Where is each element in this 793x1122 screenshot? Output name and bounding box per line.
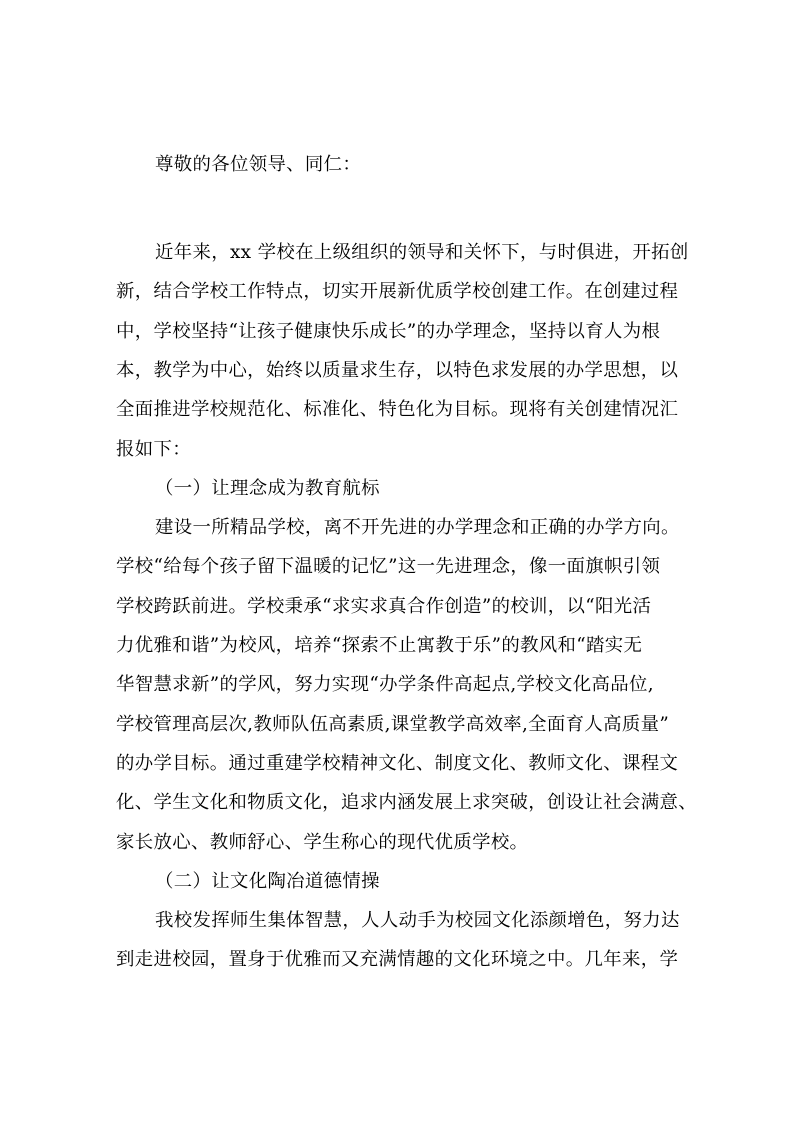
paragraph-line: 学校“给每个孩子留下温暖的记忆”这一先进理念，像一面旗帜引领 xyxy=(116,556,661,578)
paragraph-line: 到走进校园，置身于优雅而又充满情趣的文化环境之中。几年来，学 xyxy=(116,949,679,971)
paragraph-line: 家长放心、教师舒心、学生称心的现代优质学校。 xyxy=(116,831,529,853)
section-heading-2: （二）让文化陶冶道德情操 xyxy=(155,870,380,892)
paragraph-line: 建设一所精品学校，离不开先进的办学理念和正确的办学方向。 xyxy=(155,517,680,539)
section-heading-1: （一）让理念成为教育航标 xyxy=(155,477,380,499)
paragraph-line: 全面推进学校规范化、标准化、特色化为目标。现将有关创建情况汇 xyxy=(116,399,679,421)
paragraph-line: 华智慧求新”的学风，努力实现“办学条件高起点,学校文化高品位, xyxy=(116,674,654,696)
paragraph-line: 本，教学为中心，始终以质量求生存，以特色求发展的办学思想，以 xyxy=(116,359,679,381)
paragraph-line: 的办学目标。通过重建学校精神文化、制度文化、教师文化、课程文 xyxy=(116,752,679,774)
paragraph-line: 学校管理高层次,教师队伍高素质,课堂教学高效率,全面育人高质量” xyxy=(116,713,670,735)
paragraph-line: 中，学校坚持“让孩子健康快乐成长”的办学理念，坚持以育人为根 xyxy=(116,320,661,342)
paragraph-line: 新，结合学校工作特点，切实开展新优质学校创建工作。在创建过程 xyxy=(116,281,679,303)
paragraph-line: 力优雅和谐”为校风，培养“探索不止寓教于乐”的教风和“踏实无 xyxy=(116,635,643,656)
paragraph-line: 我校发挥师生集体智慧，人人动手为校园文化添颜增色，努力达 xyxy=(155,910,680,932)
paragraph-line: 学校跨跃前进。学校秉承“求实求真合作创造”的校训，以“阳光活 xyxy=(116,595,652,617)
paragraph-line: 化、学生文化和物质文化，追求内涵发展上求突破，创设让社会满意、 xyxy=(116,792,697,814)
salutation: 尊敬的各位领导、同仁： xyxy=(155,154,362,175)
paragraph-line: 近年来，xx 学校在上级组织的领导和关怀下，与时俱进，开拓创 xyxy=(155,242,689,263)
paragraph-line: 报如下： xyxy=(116,438,191,460)
